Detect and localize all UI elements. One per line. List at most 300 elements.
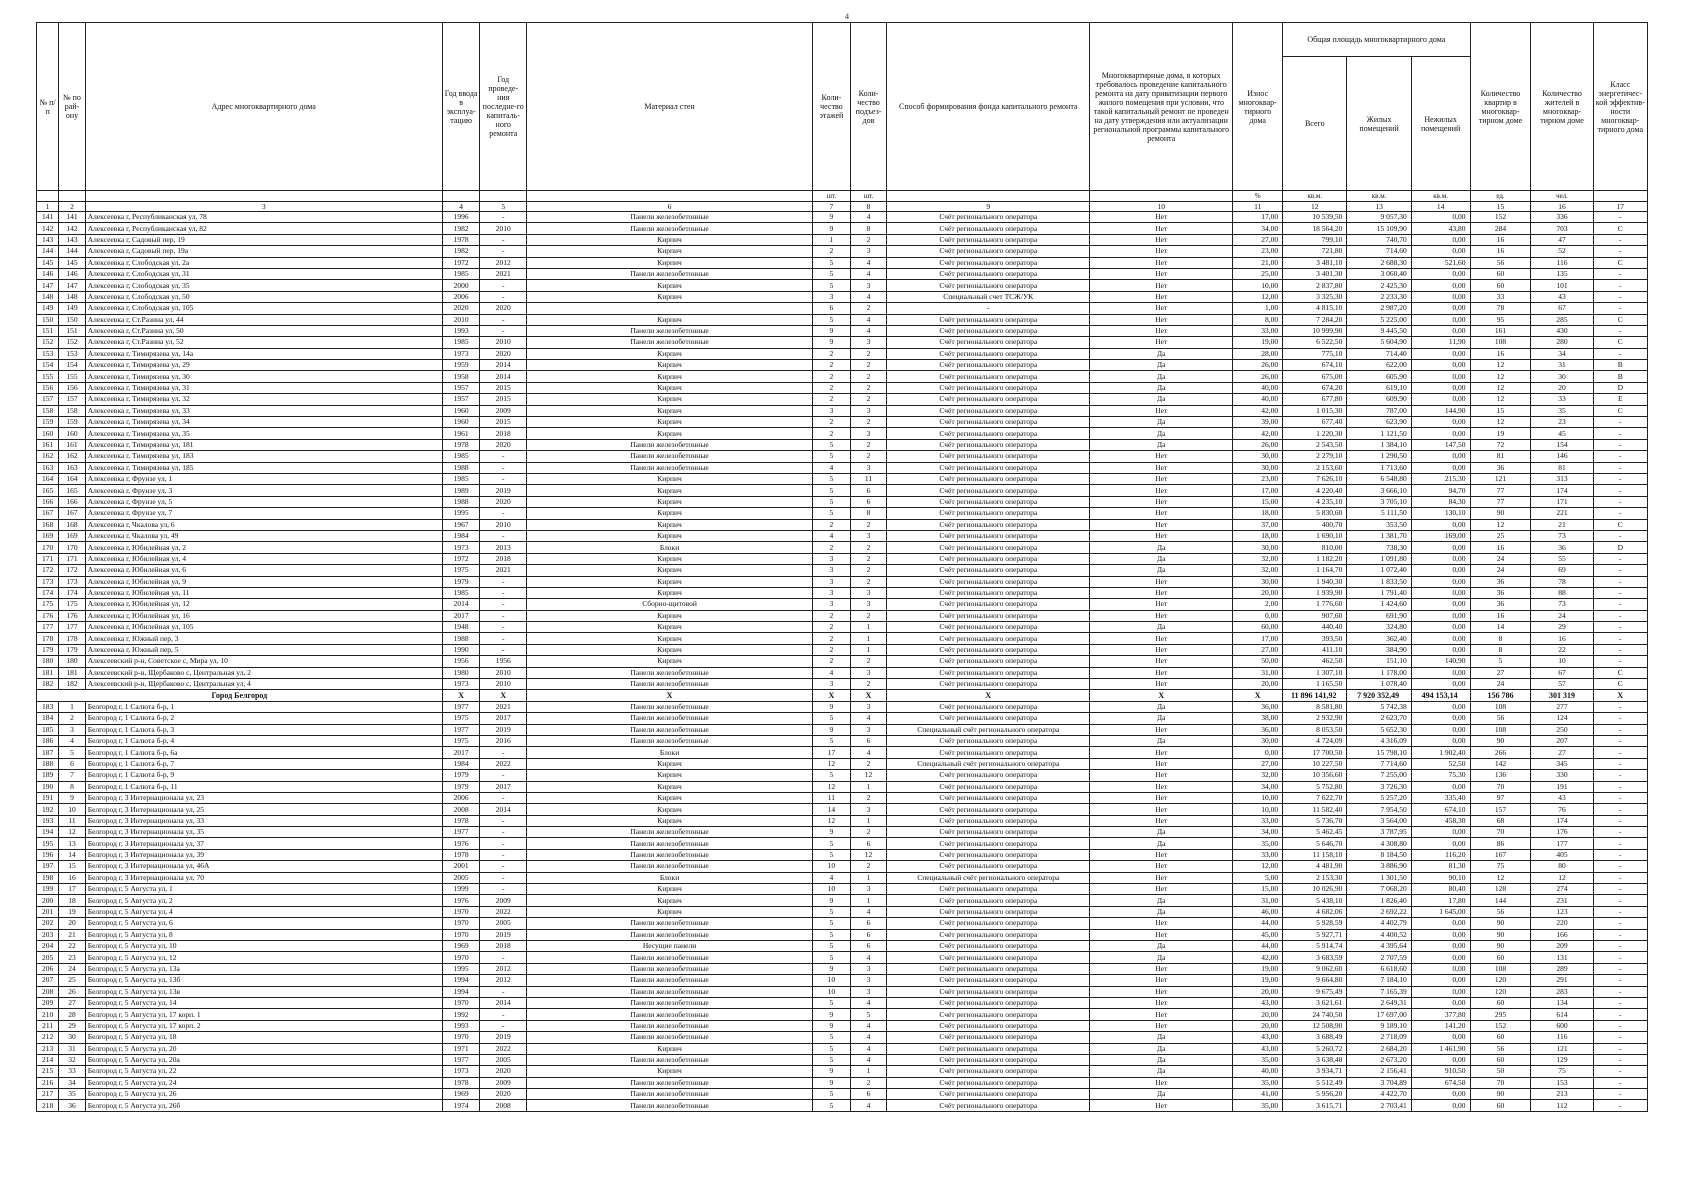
cell-year-repair: 2014 <box>480 804 527 815</box>
cell-num: 191 <box>37 792 59 803</box>
cell-area-living: 619,10 <box>1347 382 1411 393</box>
cell-wall-material: Кирпич <box>527 314 813 325</box>
cell-num: 167 <box>37 508 59 519</box>
table-row <box>37 303 1648 314</box>
cell-energy-class: - <box>1593 713 1647 724</box>
cell-residents: 22 <box>1531 644 1593 655</box>
cell-area-nonliving: 0,00 <box>1411 724 1470 735</box>
cell-area-nonliving: 0,00 <box>1411 542 1470 553</box>
cell-fund-method: Счёт регионального оператора <box>887 656 1090 667</box>
cell-fund-method: Счёт регионального оператора <box>887 895 1090 906</box>
cell-flats: 144 <box>1470 895 1531 906</box>
table-row <box>37 314 1648 325</box>
cell-year-repair: - <box>480 508 527 519</box>
cell-flats: 97 <box>1470 792 1531 803</box>
cell-repair-needed: Нет <box>1090 462 1233 473</box>
cell-wear: 27,00 <box>1233 234 1283 245</box>
cell-address: Алексеевка г, Тимирязева ул, 183 <box>85 451 442 462</box>
cell-area-nonliving: 0,00 <box>1411 963 1470 974</box>
cell-flats: 90 <box>1470 918 1531 929</box>
cell-repair-needed: Нет <box>1090 1077 1233 1088</box>
cell-address: Алексеевка г, Тимирязева ул, 34 <box>85 417 442 428</box>
cell-entrances: 3 <box>850 804 887 815</box>
cell-residents: 220 <box>1531 918 1593 929</box>
cell-energy-class: - <box>1593 1066 1647 1077</box>
cell-repair-needed: Нет <box>1090 975 1233 986</box>
cell-wear: 30,00 <box>1233 462 1283 473</box>
cell-fund-method: Счёт регионального оператора <box>887 997 1090 1008</box>
cell-area-nonliving: 140,90 <box>1411 656 1470 667</box>
cell-area-total: 3 615,71 <box>1283 1100 1347 1111</box>
cell-wear: 30,00 <box>1233 735 1283 746</box>
cell-num: 204 <box>37 941 59 952</box>
section-cell: X <box>887 690 1090 701</box>
cell-wall-material: Кирпич <box>527 553 813 564</box>
cell-wall-material: Панели железобетонные <box>527 1054 813 1065</box>
table-row <box>37 1077 1648 1088</box>
cell-area-total: 4 481,90 <box>1283 861 1347 872</box>
header-col-8: Коли-чество подъез-дов <box>850 23 887 191</box>
cell-wear: 20,00 <box>1233 986 1283 997</box>
table-row <box>37 872 1648 883</box>
cell-area-nonliving: 674,10 <box>1411 804 1470 815</box>
cell-wall-material: Кирпич <box>527 1043 813 1054</box>
cell-district-num: 27 <box>59 997 86 1008</box>
cell-area-living: 2 692,22 <box>1347 906 1411 917</box>
table-row <box>37 576 1648 587</box>
cell-area-nonliving: 43,80 <box>1411 223 1470 234</box>
cell-wear: 0,00 <box>1233 747 1283 758</box>
cell-num: 217 <box>37 1089 59 1100</box>
cell-flats: 27 <box>1470 667 1531 678</box>
cell-district-num: 34 <box>59 1077 86 1088</box>
cell-area-total: 9 664,80 <box>1283 975 1347 986</box>
cell-year-repair: - <box>480 610 527 621</box>
cell-year-built: 1960 <box>442 405 480 416</box>
cell-address: Алексеевский р-н, Щербаково с, Центральная ул, 2 <box>85 667 442 678</box>
cell-year-repair: - <box>480 473 527 484</box>
cell-address: Алексеевка г, Тимирязева ул, 35 <box>85 428 442 439</box>
cell-repair-needed: Нет <box>1090 291 1233 302</box>
cell-wear: 31,00 <box>1233 895 1283 906</box>
cell-floors: 5 <box>813 508 851 519</box>
unit-address <box>85 191 442 202</box>
cell-wall-material: Панели железобетонные <box>527 223 813 234</box>
cell-area-nonliving: 0,00 <box>1411 234 1470 245</box>
cell-area-living: 609,90 <box>1347 394 1411 405</box>
table-row <box>37 360 1648 371</box>
cell-fund-method: Счёт регионального оператора <box>887 246 1090 257</box>
cell-energy-class: - <box>1593 348 1647 359</box>
table-row <box>37 325 1648 336</box>
cell-area-living: 6 618,60 <box>1347 963 1411 974</box>
cell-district-num: 152 <box>59 337 86 348</box>
cell-area-nonliving: 90,10 <box>1411 872 1470 883</box>
cell-wall-material: Кирпич <box>527 815 813 826</box>
cell-floors: 5 <box>813 1054 851 1065</box>
cell-area-nonliving: 0,00 <box>1411 633 1470 644</box>
cell-repair-needed: Нет <box>1090 473 1233 484</box>
cell-district-num: 9 <box>59 792 86 803</box>
cell-floors: 12 <box>813 815 851 826</box>
section-row-belgorod <box>37 690 1648 701</box>
cell-flats: 33 <box>1470 291 1531 302</box>
cell-floors: 5 <box>813 1043 851 1054</box>
cell-repair-needed: Нет <box>1090 257 1233 268</box>
cell-num: 200 <box>37 895 59 906</box>
table-row <box>37 941 1648 952</box>
cell-energy-class: - <box>1593 485 1647 496</box>
cell-flats: 152 <box>1470 1020 1531 1031</box>
cell-wall-material: Кирпич <box>527 633 813 644</box>
section-total-flats: 156 786 <box>1470 690 1531 701</box>
cell-fund-method: Счёт регионального оператора <box>887 530 1090 541</box>
cell-year-built: 1970 <box>442 1032 480 1043</box>
unit-district-num <box>59 191 86 202</box>
cell-area-nonliving: 0,00 <box>1411 1054 1470 1065</box>
cell-flats: 108 <box>1470 337 1531 348</box>
cell-residents: 614 <box>1531 1009 1593 1020</box>
cell-address: Алексеевка г, Юбилейная ул, 6 <box>85 565 442 576</box>
cell-year-built: 1973 <box>442 1066 480 1077</box>
cell-residents: 146 <box>1531 451 1593 462</box>
cell-year-repair: 2009 <box>480 405 527 416</box>
cell-repair-needed: Нет <box>1090 610 1233 621</box>
colnum-floors: 7 <box>813 202 851 212</box>
cell-area-nonliving: 335,40 <box>1411 792 1470 803</box>
cell-repair-needed: Да <box>1090 565 1233 576</box>
cell-entrances: 1 <box>850 633 887 644</box>
cell-year-built: 1975 <box>442 565 480 576</box>
colnum-wall-material: 6 <box>527 202 813 212</box>
cell-wall-material: Кирпич <box>527 405 813 416</box>
cell-wear: 43,00 <box>1233 1032 1283 1043</box>
cell-area-nonliving: 144,90 <box>1411 405 1470 416</box>
cell-entrances: 1 <box>850 781 887 792</box>
cell-entrances: 6 <box>850 838 887 849</box>
column-numbers-row <box>37 202 1648 212</box>
cell-area-living: 5 604,90 <box>1347 337 1411 348</box>
cell-energy-class: - <box>1593 234 1647 245</box>
cell-area-nonliving: 75,30 <box>1411 770 1470 781</box>
table-row <box>37 1032 1648 1043</box>
cell-floors: 9 <box>813 325 851 336</box>
cell-residents: 274 <box>1531 884 1593 895</box>
cell-year-built: 1999 <box>442 884 480 895</box>
cell-wear: 20,00 <box>1233 1020 1283 1031</box>
cell-wear: 36,00 <box>1233 701 1283 712</box>
table-row <box>37 963 1648 974</box>
cell-district-num: 18 <box>59 895 86 906</box>
cell-flats: 60 <box>1470 268 1531 279</box>
cell-residents: 57 <box>1531 679 1593 690</box>
rows-belgorod <box>37 701 1648 1111</box>
cell-num: 197 <box>37 861 59 872</box>
cell-floors: 4 <box>813 667 851 678</box>
cell-district-num: 182 <box>59 679 86 690</box>
cell-energy-class: - <box>1593 622 1647 633</box>
cell-flats: 8 <box>1470 633 1531 644</box>
cell-wall-material: Панели железобетонные <box>527 986 813 997</box>
cell-area-total: 5 914,74 <box>1283 941 1347 952</box>
cell-wear: 10,00 <box>1233 280 1283 291</box>
cell-year-built: 1970 <box>442 997 480 1008</box>
cell-year-repair: 2005 <box>480 918 527 929</box>
cell-entrances: 2 <box>850 576 887 587</box>
cell-wear: 41,00 <box>1233 1089 1283 1100</box>
cell-flats: 70 <box>1470 1077 1531 1088</box>
cell-year-repair: 2014 <box>480 360 527 371</box>
cell-year-repair: 2014 <box>480 371 527 382</box>
unit-area-nonliving: кв.м. <box>1411 191 1470 202</box>
cell-area-nonliving: 0,00 <box>1411 1089 1470 1100</box>
cell-entrances: 2 <box>850 360 887 371</box>
cell-year-built: 1993 <box>442 325 480 336</box>
cell-num: 172 <box>37 565 59 576</box>
cell-area-total: 12 508,90 <box>1283 1020 1347 1031</box>
cell-address: Алексеевка г, Слободская ул, 105 <box>85 303 442 314</box>
cell-fund-method: Счёт регионального оператора <box>887 679 1090 690</box>
cell-wear: 37,00 <box>1233 519 1283 530</box>
cell-fund-method: Специальный счёт регионального оператора <box>887 724 1090 735</box>
cell-residents: 129 <box>1531 1054 1593 1065</box>
cell-floors: 5 <box>813 713 851 724</box>
cell-address: Алексеевка г, Юбилейная ул, 2 <box>85 542 442 553</box>
cell-fund-method: Счёт регионального оператора <box>887 986 1090 997</box>
cell-year-built: 1996 <box>442 212 480 223</box>
cell-entrances: 4 <box>850 325 887 336</box>
cell-area-nonliving: 94,70 <box>1411 485 1470 496</box>
cell-flats: 81 <box>1470 451 1531 462</box>
cell-floors: 5 <box>813 280 851 291</box>
cell-district-num: 141 <box>59 212 86 223</box>
cell-repair-needed: Нет <box>1090 872 1233 883</box>
cell-district-num: 180 <box>59 656 86 667</box>
cell-fund-method: Счёт регионального оператора <box>887 599 1090 610</box>
cell-fund-method: Специальный счёт регионального оператора <box>887 758 1090 769</box>
cell-area-total: 5 462,45 <box>1283 827 1347 838</box>
cell-entrances: 12 <box>850 849 887 860</box>
cell-num: 145 <box>37 257 59 268</box>
cell-fund-method: Счёт регионального оператора <box>887 451 1090 462</box>
cell-floors: 2 <box>813 610 851 621</box>
cell-entrances: 2 <box>850 1077 887 1088</box>
cell-energy-class: - <box>1593 781 1647 792</box>
cell-wall-material: Кирпич <box>527 382 813 393</box>
table-row <box>37 371 1648 382</box>
cell-repair-needed: Нет <box>1090 1100 1233 1111</box>
cell-fund-method: Счёт регионального оператора <box>887 1032 1090 1043</box>
cell-area-nonliving: 0,00 <box>1411 622 1470 633</box>
cell-num: 150 <box>37 314 59 325</box>
cell-area-nonliving: 0,00 <box>1411 975 1470 986</box>
cell-area-total: 1 165,50 <box>1283 679 1347 690</box>
cell-address: Алексеевка г, Слободская ул, 35 <box>85 280 442 291</box>
cell-year-built: 1994 <box>442 975 480 986</box>
cell-flats: 60 <box>1470 952 1531 963</box>
cell-repair-needed: Нет <box>1090 519 1233 530</box>
cell-entrances: 2 <box>850 371 887 382</box>
cell-area-nonliving: 0,00 <box>1411 291 1470 302</box>
cell-flats: 161 <box>1470 325 1531 336</box>
colnum-repair-needed: 10 <box>1090 202 1233 212</box>
cell-year-built: 1973 <box>442 348 480 359</box>
cell-repair-needed: Нет <box>1090 747 1233 758</box>
colnum-area-nonliving: 14 <box>1411 202 1470 212</box>
cell-entrances: 2 <box>850 303 887 314</box>
cell-area-nonliving: 0,00 <box>1411 565 1470 576</box>
cell-residents: 121 <box>1531 1043 1593 1054</box>
cell-area-nonliving: 0,00 <box>1411 280 1470 291</box>
cell-area-nonliving: 0,00 <box>1411 394 1470 405</box>
cell-num: 202 <box>37 918 59 929</box>
cell-year-repair: 2013 <box>480 542 527 553</box>
cell-wear: 20,00 <box>1233 587 1283 598</box>
cell-energy-class: - <box>1593 941 1647 952</box>
cell-energy-class: - <box>1593 986 1647 997</box>
cell-wall-material: Кирпич <box>527 576 813 587</box>
cell-floors: 3 <box>813 576 851 587</box>
cell-fund-method: Счёт регионального оператора <box>887 849 1090 860</box>
cell-address: Алексеевка г, Фрунзе ул, 3 <box>85 485 442 496</box>
cell-num: 190 <box>37 781 59 792</box>
cell-floors: 3 <box>813 599 851 610</box>
cell-num: 155 <box>37 371 59 382</box>
cell-area-living: 714,60 <box>1347 246 1411 257</box>
cell-repair-needed: Да <box>1090 439 1233 450</box>
cell-floors: 14 <box>813 804 851 815</box>
cell-wall-material: Панели железобетонные <box>527 735 813 746</box>
cell-repair-needed: Нет <box>1090 246 1233 257</box>
cell-area-total: 6 522,50 <box>1283 337 1347 348</box>
cell-repair-needed: Нет <box>1090 485 1233 496</box>
cell-district-num: 7 <box>59 770 86 781</box>
cell-area-nonliving: 0,00 <box>1411 986 1470 997</box>
cell-district-num: 35 <box>59 1089 86 1100</box>
cell-district-num: 148 <box>59 291 86 302</box>
cell-energy-class: - <box>1593 1043 1647 1054</box>
cell-district-num: 177 <box>59 622 86 633</box>
cell-wear: 23,00 <box>1233 246 1283 257</box>
cell-district-num: 168 <box>59 519 86 530</box>
cell-area-nonliving: 0,00 <box>1411 610 1470 621</box>
cell-wall-material: Панели железобетонные <box>527 849 813 860</box>
cell-num: 170 <box>37 542 59 553</box>
cell-floors: 5 <box>813 929 851 940</box>
cell-district-num: 29 <box>59 1020 86 1031</box>
cell-flats: 157 <box>1470 804 1531 815</box>
cell-entrances: 4 <box>850 314 887 325</box>
cell-repair-needed: Нет <box>1090 849 1233 860</box>
cell-energy-class: - <box>1593 473 1647 484</box>
cell-year-built: 1969 <box>442 941 480 952</box>
section-total-area: 11 896 141,92 <box>1283 690 1347 701</box>
cell-entrances: 1 <box>850 815 887 826</box>
cell-area-total: 462,50 <box>1283 656 1347 667</box>
cell-area-total: 674,10 <box>1283 360 1347 371</box>
cell-entrances: 6 <box>850 929 887 940</box>
cell-wear: 12,00 <box>1233 861 1283 872</box>
cell-residents: 36 <box>1531 542 1593 553</box>
cell-entrances: 4 <box>850 1043 887 1054</box>
cell-entrances: 2 <box>850 451 887 462</box>
cell-residents: 116 <box>1531 257 1593 268</box>
cell-district-num: 1 <box>59 701 86 712</box>
cell-wear: 43,00 <box>1233 1043 1283 1054</box>
cell-wear: 30,00 <box>1233 576 1283 587</box>
header-col-11: Износ многоквар-тирного дома <box>1233 23 1283 191</box>
cell-floors: 10 <box>813 986 851 997</box>
cell-area-nonliving: 674,50 <box>1411 1077 1470 1088</box>
cell-entrances: 2 <box>850 394 887 405</box>
unit-repair-needed <box>1090 191 1233 202</box>
cell-wall-material: Несущие панели <box>527 941 813 952</box>
cell-repair-needed: Да <box>1090 701 1233 712</box>
cell-flats: 5 <box>1470 656 1531 667</box>
cell-year-built: 1994 <box>442 986 480 997</box>
cell-address: Алексеевка г, Тимирязева ул, 14а <box>85 348 442 359</box>
cell-area-nonliving: 0,00 <box>1411 644 1470 655</box>
cell-year-built: 2017 <box>442 747 480 758</box>
cell-fund-method: Счёт регионального оператора <box>887 587 1090 598</box>
cell-area-living: 1 121,50 <box>1347 428 1411 439</box>
cell-floors: 10 <box>813 884 851 895</box>
section-cell: X <box>480 690 527 701</box>
table-row <box>37 451 1648 462</box>
cell-area-total: 721,80 <box>1283 246 1347 257</box>
cell-wall-material: Панели железобетонные <box>527 667 813 678</box>
cell-num: 169 <box>37 530 59 541</box>
cell-energy-class: - <box>1593 849 1647 860</box>
cell-energy-class: - <box>1593 997 1647 1008</box>
table-row <box>37 382 1648 393</box>
cell-entrances: 2 <box>850 417 887 428</box>
cell-area-nonliving: 0,00 <box>1411 781 1470 792</box>
cell-year-repair: 2005 <box>480 1054 527 1065</box>
cell-address: Белгород г, 3 Интернационала ул, 23 <box>85 792 442 803</box>
section-cell: X <box>850 690 887 701</box>
cell-energy-class: - <box>1593 565 1647 576</box>
cell-entrances: 2 <box>850 519 887 530</box>
cell-year-built: 1972 <box>442 553 480 564</box>
cell-repair-needed: Нет <box>1090 679 1233 690</box>
table-row <box>37 1066 1648 1077</box>
cell-wall-material: Кирпич <box>527 895 813 906</box>
cell-wall-material: Панели железобетонные <box>527 462 813 473</box>
cell-year-repair: - <box>480 1009 527 1020</box>
cell-year-repair: 2008 <box>480 1100 527 1111</box>
page-number: 4 <box>845 12 849 21</box>
cell-num: 206 <box>37 963 59 974</box>
cell-area-living: 9 445,50 <box>1347 325 1411 336</box>
cell-energy-class: - <box>1593 291 1647 302</box>
cell-district-num: 8 <box>59 781 86 792</box>
colnum-residents: 16 <box>1531 202 1593 212</box>
cell-entrances: 2 <box>850 348 887 359</box>
colnum-year-built: 4 <box>442 202 480 212</box>
cell-area-total: 10 539,50 <box>1283 212 1347 223</box>
cell-fund-method: Специальный счёт регионального оператора <box>887 872 1090 883</box>
cell-wall-material: Кирпич <box>527 371 813 382</box>
cell-year-repair: - <box>480 872 527 883</box>
cell-wear: 18,00 <box>1233 508 1283 519</box>
section-cell: X <box>527 690 813 701</box>
cell-fund-method: Счёт регионального оператора <box>887 975 1090 986</box>
table-row <box>37 599 1648 610</box>
cell-wall-material: Панели железобетонные <box>527 701 813 712</box>
cell-district-num: 154 <box>59 360 86 371</box>
cell-floors: 5 <box>813 1089 851 1100</box>
